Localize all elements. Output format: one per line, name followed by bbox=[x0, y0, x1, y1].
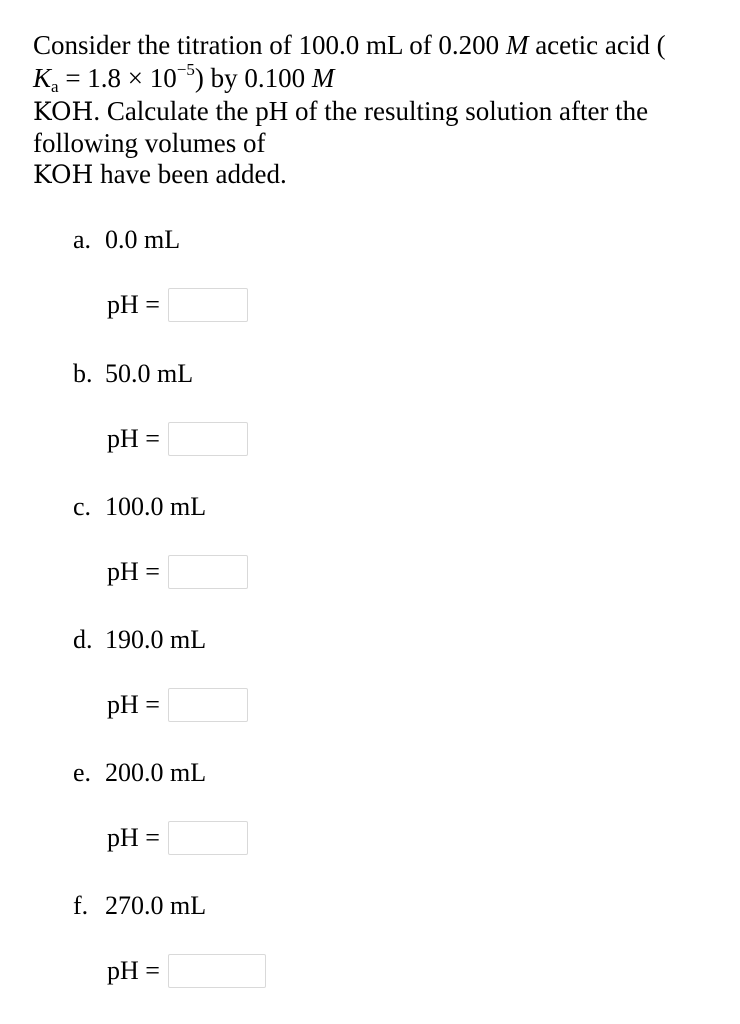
question-text: . Calculate the pH of the resulting solution after the bbox=[93, 96, 649, 126]
question-line-4 bbox=[33, 128, 723, 158]
part-d bbox=[73, 625, 206, 655]
part-letter: f. bbox=[73, 891, 89, 920]
molarity-symbol: M bbox=[311, 63, 335, 93]
base-formula: KOH bbox=[33, 160, 94, 189]
base-formula: KOH bbox=[33, 97, 94, 126]
answer-row-f bbox=[107, 952, 266, 990]
ph-label: pH = bbox=[107, 823, 160, 852]
answer-row-c bbox=[107, 553, 248, 591]
part-volume: 100.0 mL bbox=[105, 492, 207, 521]
ph-answer-input[interactable] bbox=[168, 555, 248, 589]
ph-answer-input[interactable] bbox=[168, 422, 248, 456]
answer-row-a bbox=[107, 286, 248, 324]
answer-row-d bbox=[107, 686, 248, 724]
question-text: acetic acid ( bbox=[528, 30, 666, 60]
part-volume: 50.0 mL bbox=[105, 359, 194, 388]
ph-label: pH = bbox=[107, 690, 160, 719]
answer-row-e bbox=[107, 819, 248, 857]
part-volume: 0.0 mL bbox=[105, 225, 181, 254]
part-a bbox=[73, 225, 180, 255]
part-c bbox=[73, 492, 206, 522]
ka-exponent: −5 bbox=[176, 60, 195, 79]
answer-row-b bbox=[107, 420, 248, 458]
part-e bbox=[73, 758, 206, 788]
part-b bbox=[73, 359, 193, 389]
part-letter: d. bbox=[73, 625, 93, 654]
part-volume: 190.0 mL bbox=[105, 625, 207, 654]
ph-answer-input[interactable] bbox=[168, 954, 266, 988]
ph-label: pH = bbox=[107, 956, 160, 985]
part-volume: 270.0 mL bbox=[105, 891, 207, 920]
ph-label: pH = bbox=[107, 424, 160, 453]
ph-label: pH = bbox=[107, 290, 160, 319]
question-text: have been added. bbox=[93, 159, 287, 189]
part-letter: b. bbox=[73, 359, 93, 388]
ph-answer-input[interactable] bbox=[168, 288, 248, 322]
question-line-2 bbox=[33, 62, 723, 95]
question-line-1 bbox=[33, 29, 723, 62]
ka-subscript: a bbox=[51, 77, 59, 96]
ka-symbol: K bbox=[33, 63, 52, 93]
part-volume: 200.0 mL bbox=[105, 758, 207, 787]
question-text: ) by 0.100 bbox=[194, 63, 312, 93]
question-text: Consider the titration of 100.0 mL of 0.200 bbox=[33, 30, 506, 60]
part-letter: e. bbox=[73, 758, 92, 787]
part-f bbox=[73, 891, 206, 921]
question-stem bbox=[33, 29, 723, 191]
ka-value: = 1.8 × 10 bbox=[58, 63, 177, 93]
question-line-3 bbox=[33, 95, 723, 128]
part-letter: a. bbox=[73, 225, 92, 254]
question-text: following volumes of bbox=[33, 128, 266, 158]
question-line-5 bbox=[33, 158, 723, 191]
ph-answer-input[interactable] bbox=[168, 688, 248, 722]
part-letter: c. bbox=[73, 492, 92, 521]
ph-label: pH = bbox=[107, 557, 160, 586]
ph-answer-input[interactable] bbox=[168, 821, 248, 855]
molarity-symbol: M bbox=[505, 30, 529, 60]
